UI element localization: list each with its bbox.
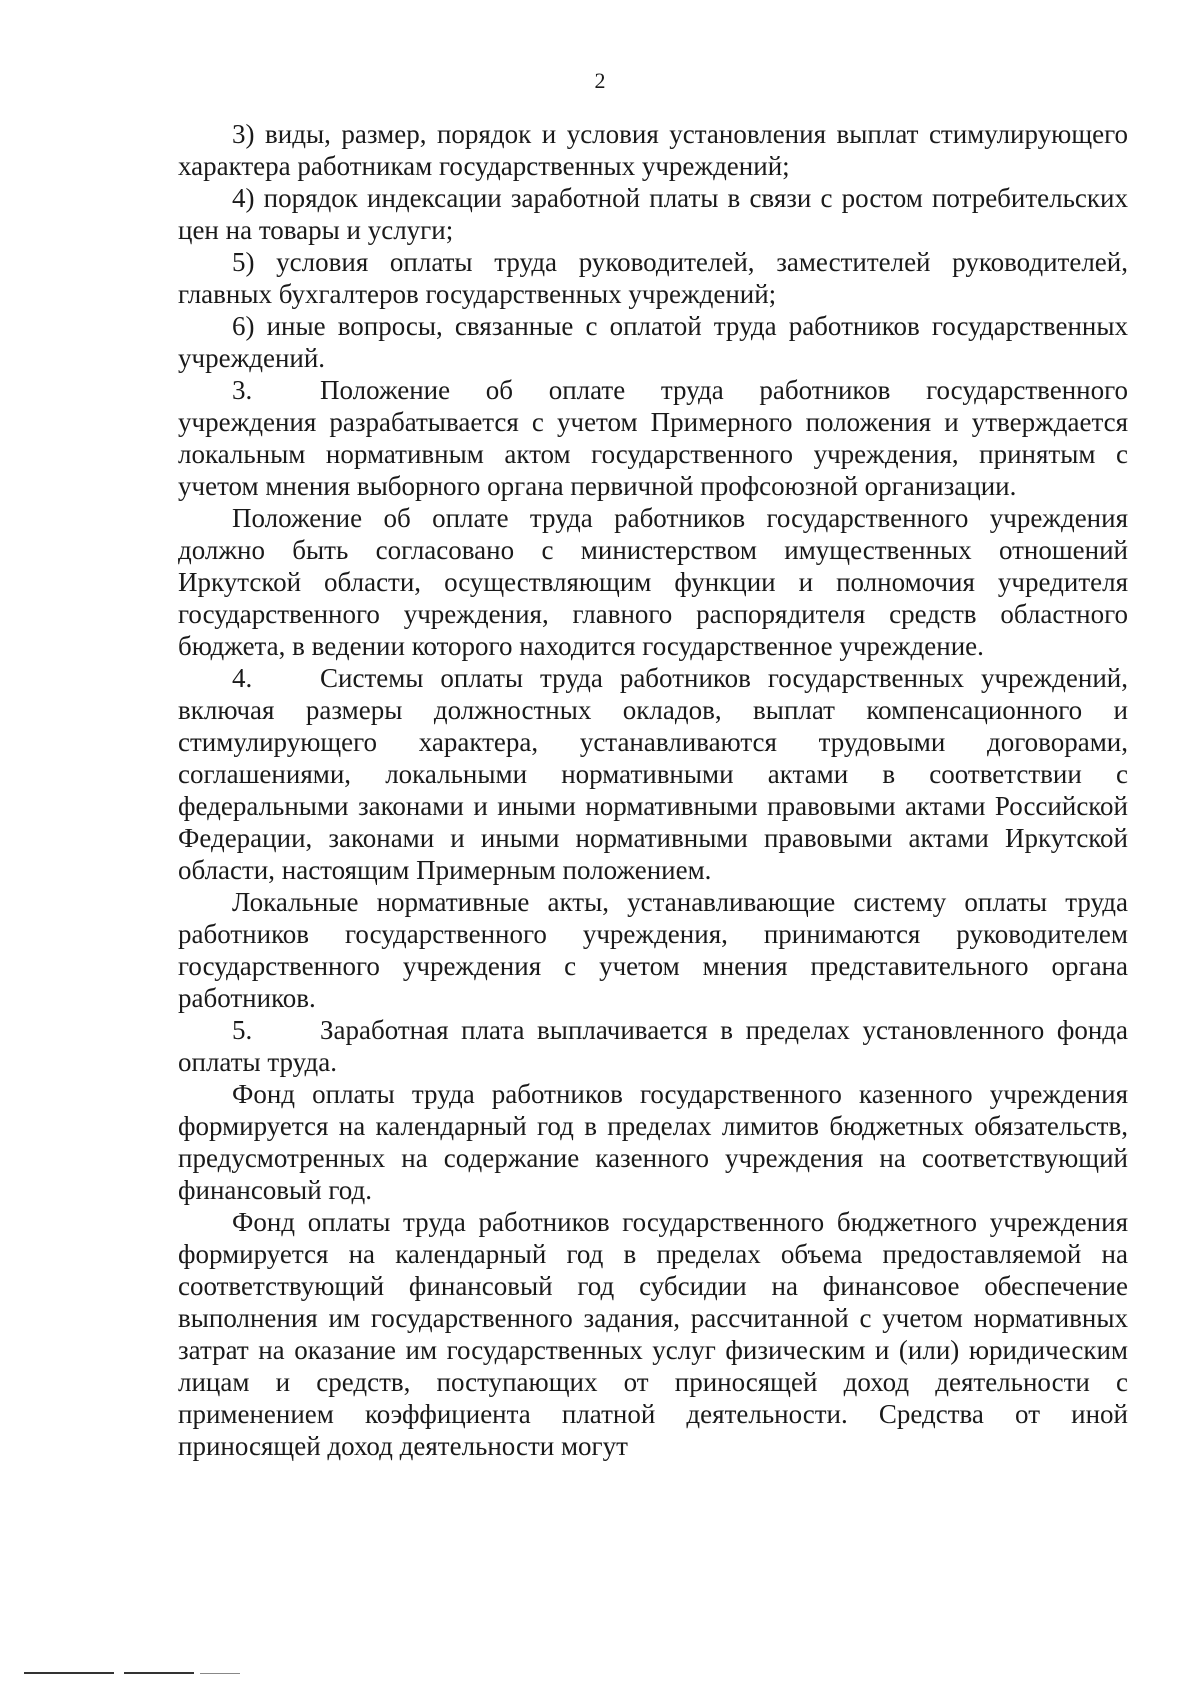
section-5-paragraph-c: Фонд оплаты труда работников государственного бюджетного учреждения формируется на календарный год в пределах объема предоставляемой на соответствующий финансовый год субсидии на финансовое обеспечение выполнения им государственного задания, рассчитанной с учетом нормативных затрат на оказание им государственных услуг физическим и (или) юридическим лицам и средств, поступающих от приносящей доход деятельности с применением коэффициента платной деятельности. Средства от иной приносящей доход деятельности могут <box>178 1207 1128 1461</box>
list-item-3: 3) виды, размер, порядок и условия установления выплат стимулирующего характера работникам государственных учреждений; <box>178 119 1128 181</box>
section-number: 5. <box>232 1015 253 1045</box>
section-text: Заработная плата выплачивается в пределах установленного фонда оплаты труда. <box>178 1015 1128 1077</box>
section-4-paragraph-b: Локальные нормативные акты, устанавливающие систему оплаты труда работников государственного учреждения, принимаются руководителем государственного учреждения с учетом мнения представительного органа работников. <box>178 887 1128 1013</box>
list-item-4: 4) порядок индексации заработной платы в связи с ростом потребительских цен на товары и услуги; <box>178 183 1128 245</box>
section-text: Положение об оплате труда работников государственного учреждения разрабатывается с учетом Примерного положения и утверждается локальным нормативным актом государственного учреждения, принятым с учетом мнения выборного органа первичной профсоюзной организации. <box>178 375 1128 501</box>
scan-artifact-line <box>124 1672 194 1674</box>
section-number: 4. <box>232 663 253 693</box>
scan-artifact-line <box>200 1673 240 1674</box>
section-text: Системы оплаты труда работников государственных учреждений, включая размеры должностных окладов, выплат компенсационного и стимулирующего характера, устанавливаются трудовыми договорами, соглашениями, локальными нормативными актами в соответствии с федеральными законами и иными нормативными правовыми актами Российской Федерации, законами и иными нормативными правовыми актами Иркутской области, настоящим Примерным положением. <box>178 663 1128 885</box>
section-3-paragraph-b: Положение об оплате труда работников государственного учреждения должно быть согласовано с министерством имущественных отношений Иркутской области, осуществляющим функции и полномочия учредителя государственного учреждения, главного распорядителя средств областного бюджета, в ведении которого находится государственное учреждение. <box>178 503 1128 661</box>
section-5-paragraph <box>178 1014 1128 1078</box>
section-4-paragraph <box>178 662 1128 886</box>
section-3-paragraph <box>178 374 1128 502</box>
section-number: 3. <box>232 375 253 405</box>
list-item-6: 6) иные вопросы, связанные с оплатой труда работников государственных учреждений. <box>178 311 1128 373</box>
list-item-5: 5) условия оплаты труда руководителей, заместителей руководителей, главных бухгалтеров государственных учреждений; <box>178 247 1128 309</box>
page-number: 2 <box>594 68 606 93</box>
document-body <box>178 118 1128 1462</box>
section-5-paragraph-b: Фонд оплаты труда работников государственного казенного учреждения формируется на календарный год в пределах лимитов бюджетных обязательств, предусмотренных на содержание казенного учреждения на соответствующий финансовый год. <box>178 1079 1128 1205</box>
scan-artifact-line <box>24 1672 114 1674</box>
